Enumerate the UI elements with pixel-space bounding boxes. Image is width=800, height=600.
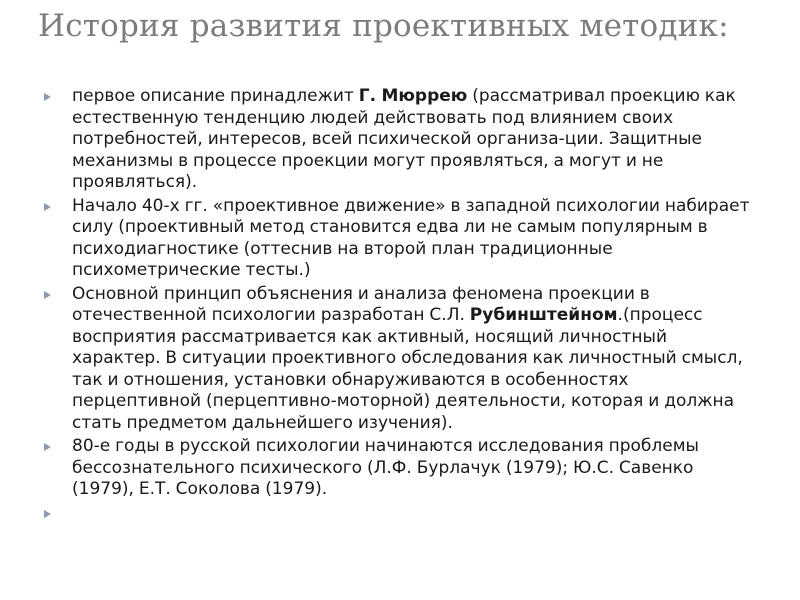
triangle-bullet-icon [44, 291, 51, 299]
text-segment: Основной принцип объяснения и анализа феномена проекции в отечественной психологии разработан С.Л. [72, 283, 650, 325]
text-segment: 80-е годы в русской психологии начинаются исследования проблемы бессознательного психического (Л.Ф. Бурлачук (1979); Ю.С. Савенко (1979), Е.Т. Соколова (1979). [72, 436, 699, 499]
bullet-text [72, 86, 758, 194]
list-item [38, 196, 758, 282]
bullet-text [72, 196, 758, 282]
bold-name: Рубинштейном [469, 305, 618, 325]
triangle-bullet-icon [44, 443, 51, 451]
empty-list-item [38, 503, 758, 525]
list-item [38, 86, 758, 194]
triangle-bullet-icon [44, 510, 51, 518]
text-segment: первое описание принадлежит [72, 86, 359, 106]
bullet-list [38, 86, 758, 527]
triangle-bullet-icon [44, 93, 51, 101]
bullet-text [72, 284, 758, 435]
triangle-bullet-icon [44, 203, 51, 211]
list-item [38, 436, 758, 501]
bold-name: Г. Мюррею [358, 86, 468, 106]
slide-title: История развития проективных методик: [38, 8, 729, 44]
text-segment: (рассматривал проекцию как естественную тенденцию людей действовать под влиянием своих потребностей, интересов, всей психической организа-ции. Защитные механизмы в процессе проекции могут проявляться, а могут и не проявляться). [72, 86, 736, 192]
bullet-text [72, 436, 758, 501]
list-item [38, 284, 758, 435]
text-segment: Начало 40-х гг. «проективное движение» в западной психологии набирает силу (проективный метод становится едва ли не самым популярным в психодиагностике (оттеснив на второй план традиционные психометрические тесты.) [72, 195, 750, 280]
text-segment: .(процесс восприятия рассматривается как активный, носящий личностный характер. В ситуации проективного обследования как личностный смысл, так и отношения, установки обнаруживаются в особенностях перцептивной (перцептивно-моторной) деятельности, которая и должна стать предметом дальнейшего изучения). [72, 305, 743, 433]
